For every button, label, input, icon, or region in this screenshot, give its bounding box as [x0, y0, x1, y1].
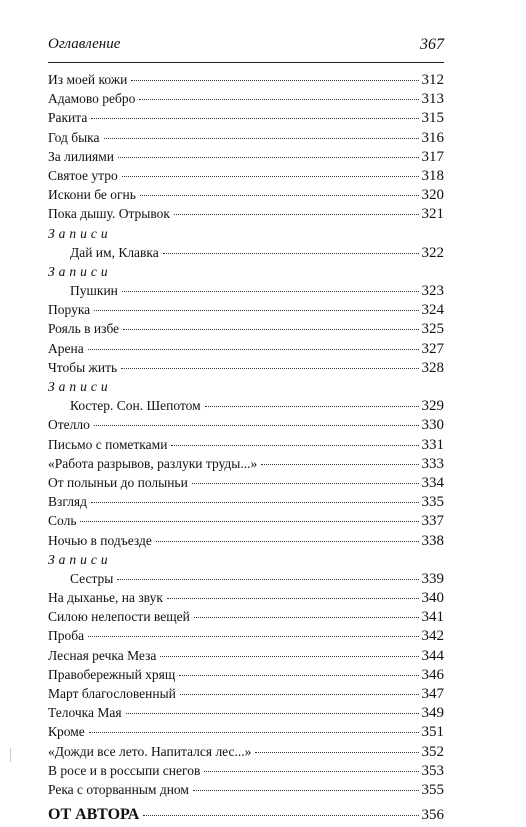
- toc-entry: [48, 396, 444, 415]
- toc-entry-page: 338: [421, 532, 444, 549]
- toc-entry: [48, 415, 444, 434]
- toc-entry-title: Арена: [48, 340, 84, 356]
- toc-entry-title: Письмо с пометками: [48, 436, 168, 452]
- toc-entry: [48, 300, 444, 319]
- toc-entry-title: Из моей кожи: [48, 72, 128, 87]
- toc-entry: [48, 607, 444, 626]
- toc-entry-title: На дыханье, на звук: [48, 590, 163, 606]
- dot-leader: [131, 80, 418, 81]
- toc-entry: [48, 89, 444, 108]
- toc-entry: [48, 339, 444, 358]
- toc-entry-page: 334: [421, 474, 444, 491]
- dot-leader: [88, 636, 418, 637]
- toc-entry-title: Отелло: [48, 417, 90, 433]
- dot-leader: [167, 598, 419, 599]
- toc-entry-title: Дай им, Клавка: [70, 244, 159, 260]
- dot-leader: [192, 483, 419, 484]
- running-header: [48, 36, 444, 62]
- toc-entry-page: 316: [421, 129, 444, 146]
- dot-leader: [180, 694, 419, 695]
- dot-leader: [143, 815, 418, 816]
- toc-entry-page: 351: [421, 724, 444, 741]
- toc-entry-title: Святое утро: [48, 167, 118, 183]
- dot-leader: [122, 176, 419, 177]
- toc-entry-page: 344: [421, 647, 444, 664]
- toc-entry: [48, 803, 444, 827]
- section-title: Оглавление: [48, 36, 121, 52]
- dot-leader: [122, 291, 419, 292]
- toc-entry-page: 353: [421, 762, 444, 779]
- toc-section-heading: Записи: [48, 551, 112, 567]
- toc-entry-page: 352: [421, 743, 444, 760]
- toc-entry-page: 320: [421, 187, 444, 204]
- dot-leader: [80, 521, 418, 522]
- toc-entry: [48, 742, 444, 761]
- dot-leader: [174, 214, 419, 215]
- toc-entry: [48, 281, 444, 300]
- toc-entry-page: 324: [421, 302, 444, 319]
- toc-entry-page: 323: [421, 283, 444, 300]
- toc-entry-page: 346: [421, 666, 444, 683]
- toc-entry-title: Пушкин: [70, 283, 118, 299]
- toc-entry-page: 318: [421, 167, 444, 184]
- dot-leader: [123, 329, 418, 330]
- toc-entry-title: Адамово ребро: [48, 91, 136, 107]
- toc-entry: [48, 665, 444, 684]
- toc-entry: [48, 454, 444, 473]
- dot-leader: [179, 675, 418, 676]
- dot-leader: [139, 99, 418, 100]
- toc-entry-title: Костер. Сон. Шепотом: [70, 398, 201, 414]
- toc-entry-page: 342: [421, 628, 444, 645]
- toc-entry-title: Искони бе огнь: [48, 187, 136, 203]
- dot-leader: [156, 541, 419, 542]
- dot-leader: [126, 713, 419, 714]
- toc-entry-title: «Дожди все лето. Напитался лес...»: [48, 743, 252, 759]
- toc-entry-page: 339: [421, 570, 444, 587]
- dot-leader: [89, 732, 419, 733]
- toc-entry: [48, 626, 444, 645]
- toc-entry-title: Ночью в подъезде: [48, 532, 152, 548]
- toc-entry: [48, 204, 444, 223]
- toc-entry: [48, 435, 444, 454]
- toc-entry-title: Силою нелепости вещей: [48, 609, 190, 625]
- dot-leader: [94, 310, 418, 311]
- dot-leader: [121, 368, 418, 369]
- page-number: 367: [420, 36, 444, 53]
- toc-entry: [48, 147, 444, 166]
- toc-entry-page: 313: [421, 91, 444, 108]
- dot-leader: [140, 195, 419, 196]
- toc-entry-page: 333: [421, 455, 444, 472]
- toc-entry: [48, 358, 444, 377]
- toc-entry-title: Ракита: [48, 110, 88, 126]
- toc-entry-title: Пока дышу. Отрывок: [48, 206, 170, 222]
- toc-entry-title: Река с оторванным дном: [48, 781, 189, 797]
- toc-entry-page: 312: [421, 72, 444, 88]
- toc-entry: [48, 646, 444, 665]
- toc-entry-page: 327: [421, 340, 444, 357]
- dot-leader: [194, 617, 419, 618]
- toc-entry-title: За лилиями: [48, 148, 115, 164]
- toc-entry-title: Год быка: [48, 129, 100, 145]
- toc-entry: [48, 108, 444, 127]
- toc-entry-page: 347: [421, 686, 444, 702]
- dot-leader: [205, 406, 419, 407]
- dot-leader: [171, 445, 418, 446]
- toc-entry-title: От полыньи до полыньи: [48, 474, 188, 490]
- toc-entry-page: 335: [421, 494, 444, 511]
- toc-entry-page: 322: [421, 244, 444, 261]
- toc-entry-page: 340: [421, 590, 444, 607]
- toc-entry: [48, 703, 444, 722]
- toc-entry-title: Лесная речка Меза: [48, 647, 157, 663]
- toc-entry: [48, 531, 444, 550]
- toc-entry: [48, 722, 444, 741]
- dot-leader: [193, 790, 419, 791]
- toc-entry: [48, 588, 444, 607]
- toc-section-heading: Записи: [48, 263, 112, 279]
- toc-entry-title: Соль: [48, 513, 77, 529]
- toc-entry-title: ОТ АВТОРА: [48, 806, 140, 824]
- toc-entry-page: 349: [421, 705, 444, 722]
- toc-entry-page: 328: [421, 359, 444, 376]
- dot-leader: [204, 771, 418, 772]
- toc-entry: [48, 243, 444, 262]
- toc-entry-page: 355: [421, 781, 444, 798]
- toc-entry: [48, 761, 444, 780]
- dot-leader: [160, 656, 418, 657]
- toc-entry: [48, 473, 444, 492]
- toc-entry-title: Порука: [48, 302, 91, 318]
- toc-entry-title: Рояль в избе: [48, 321, 120, 337]
- toc-entry: [48, 684, 444, 703]
- header-rule: [48, 62, 444, 63]
- toc-entry-page: 341: [421, 609, 444, 626]
- toc-entry-title: Телочка Мая: [48, 705, 122, 721]
- dot-leader: [261, 464, 418, 465]
- dot-leader: [94, 425, 419, 426]
- dot-leader: [117, 579, 418, 580]
- toc-entry-page: 356: [421, 807, 444, 824]
- toc-entry: [48, 128, 444, 147]
- toc-entry-title: Чтобы жить: [48, 359, 118, 375]
- toc-entry: [48, 511, 444, 530]
- toc-entry-title: Взгляд: [48, 494, 88, 510]
- toc-entry: [48, 70, 444, 89]
- toc-entry-page: 337: [421, 513, 444, 530]
- dot-leader: [104, 138, 419, 139]
- dot-leader: [163, 253, 419, 254]
- toc-entry-title: Проба: [48, 628, 85, 644]
- toc-entry-page: 329: [421, 398, 444, 415]
- toc-entry: [48, 166, 444, 185]
- toc-entry-page: 325: [421, 321, 444, 338]
- toc-section-heading: Записи: [48, 225, 112, 241]
- toc-entry-title: Сестры: [70, 570, 114, 586]
- toc-entry: [48, 185, 444, 204]
- toc-entry-title: Март благословенный: [48, 686, 176, 701]
- table-of-contents: [48, 70, 444, 827]
- toc-entry-title: Правобережный хрящ: [48, 666, 176, 682]
- toc-section-heading: Записи: [48, 379, 112, 394]
- toc-entry: [48, 492, 444, 511]
- toc-entry-page: 315: [421, 110, 444, 127]
- toc-entry-page: 321: [421, 206, 444, 223]
- dot-leader: [255, 752, 418, 753]
- toc-entry: [48, 569, 444, 588]
- toc-entry-page: 331: [421, 436, 444, 453]
- page-edge-mark: [10, 748, 11, 762]
- toc-entry: [48, 780, 444, 799]
- toc-entry-title: «Работа разрывов, разлуки труды...»: [48, 455, 258, 471]
- toc-entry-title: В росе и в россыпи снегов: [48, 762, 201, 778]
- dot-leader: [91, 118, 418, 119]
- dot-leader: [88, 349, 419, 350]
- dot-leader: [118, 157, 418, 158]
- toc-entry: [48, 319, 444, 338]
- toc-entry-title: Кроме: [48, 724, 85, 740]
- dot-leader: [91, 502, 418, 503]
- toc-entry-page: 330: [421, 417, 444, 434]
- toc-entry-page: 317: [421, 148, 444, 165]
